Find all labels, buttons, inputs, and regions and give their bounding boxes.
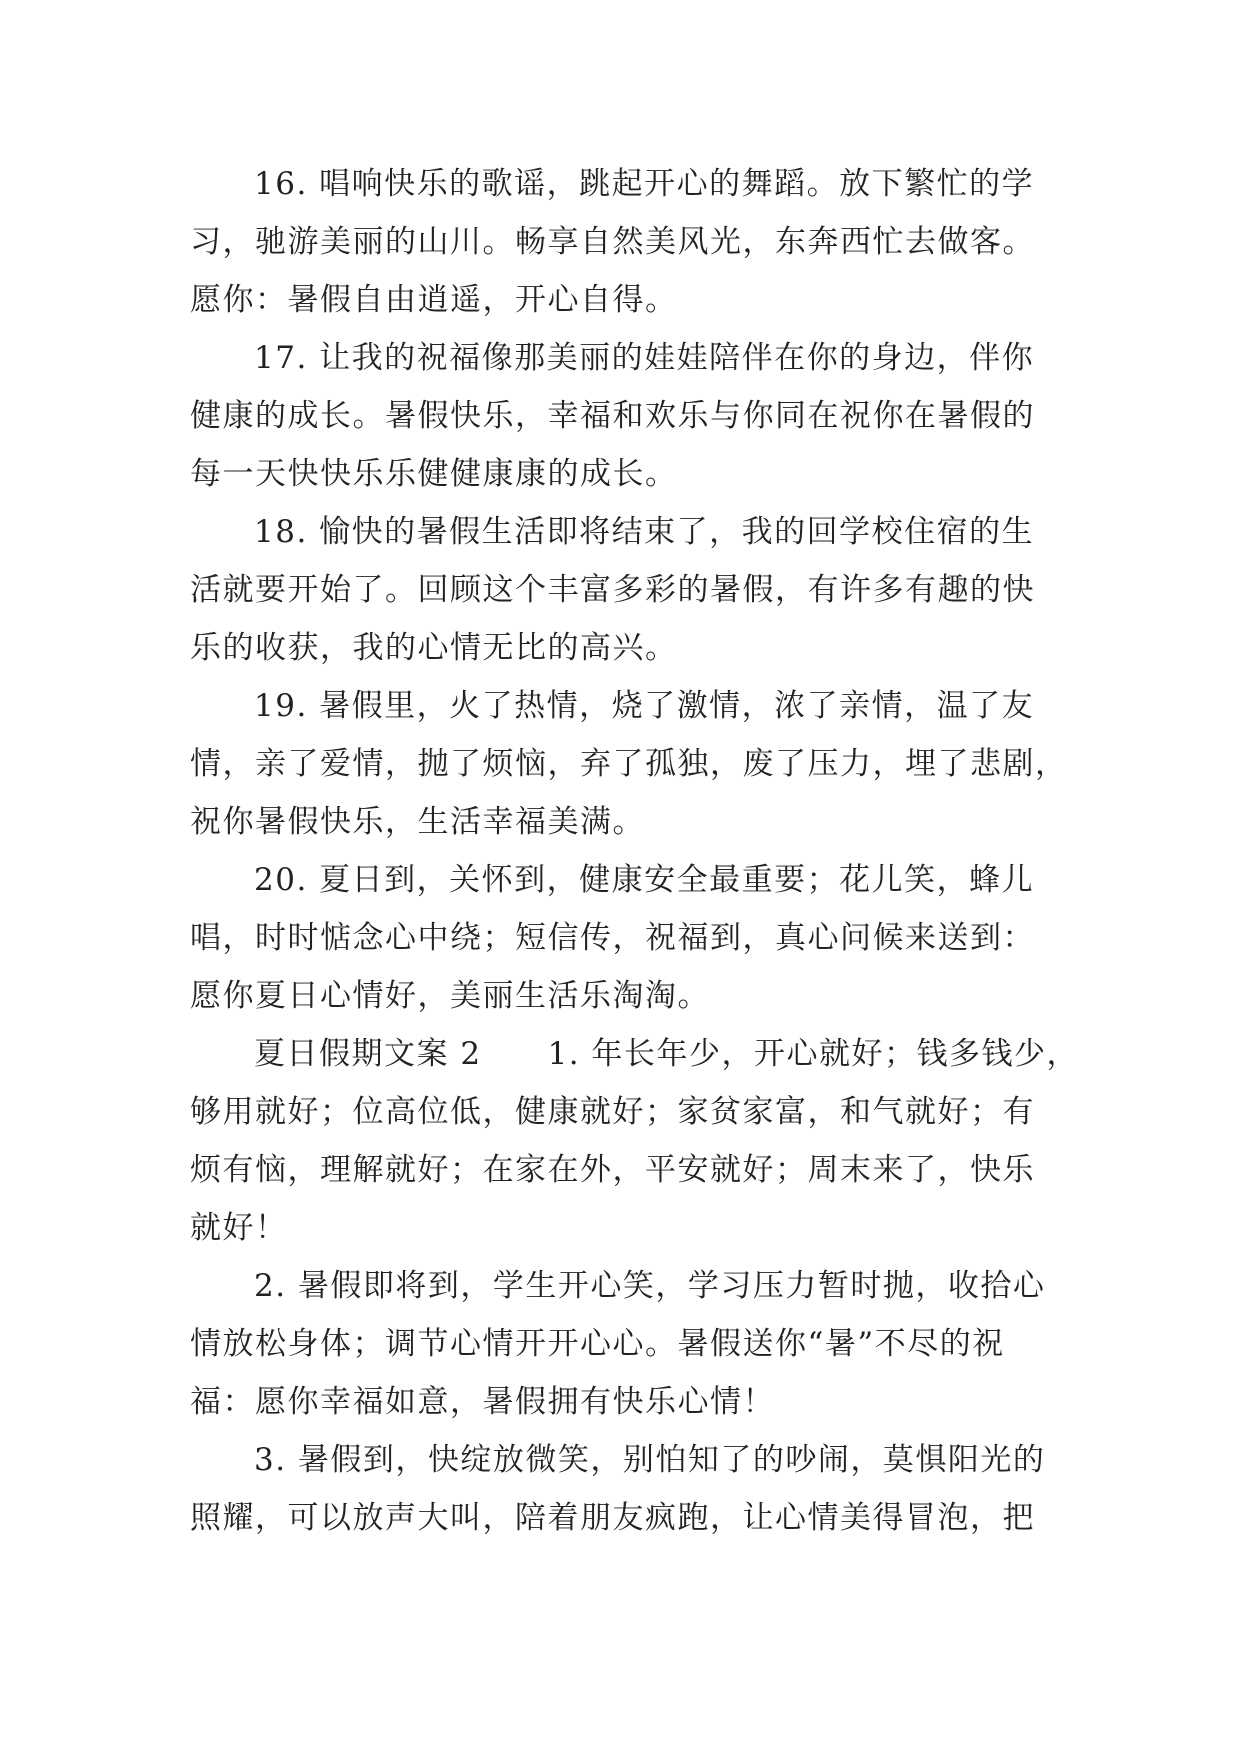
section-item-1-line-4: 就好！ <box>190 1210 288 1246</box>
paragraph-19-line-1: 19. 暑假里，火了热情，烧了激情，浓了亲情，温了友 <box>254 688 1035 724</box>
paragraph-20-line-1: 20. 夏日到，关怀到，健康安全最重要；花儿笑，蜂儿 <box>254 862 1035 898</box>
section-item-1-line-2: 够用就好；位高位低，健康就好；家贫家富，和气就好；有 <box>190 1094 1035 1130</box>
document-body <box>190 155 1080 1547</box>
paragraph-19-line-2: 情，亲了爱情，抛了烦恼，弃了孤独，废了压力，埋了悲剧， <box>190 746 1068 782</box>
paragraph-16-line-1: 16. 唱响快乐的歌谣，跳起开心的舞蹈。放下繁忙的学 <box>254 166 1035 202</box>
paragraph-19-line-3: 祝你暑假快乐，生活幸福美满。 <box>190 804 645 840</box>
paragraph-17-line-1: 17. 让我的祝福像那美丽的娃娃陪伴在你的身边，伴你 <box>254 340 1035 376</box>
paragraph-20-line-3: 愿你夏日心情好，美丽生活乐淘淘。 <box>190 978 710 1014</box>
paragraph-18-line-2: 活就要开始了。回顾这个丰富多彩的暑假，有许多有趣的快 <box>190 572 1035 608</box>
paragraph-17-line-3: 每一天快快乐乐健健康康的成长。 <box>190 456 678 492</box>
section-item-2-line-2: 情放松身体；调节心情开开心心。暑假送你“暑”不尽的祝 <box>190 1326 1005 1362</box>
section-item-2-line-1: 2. 暑假即将到，学生开心笑，学习压力暂时抛，收拾心 <box>254 1268 1046 1304</box>
section-item-3-line-1: 3. 暑假到，快绽放微笑，别怕知了的吵闹，莫惧阳光的 <box>254 1442 1046 1478</box>
paragraph-18-line-3: 乐的收获，我的心情无比的高兴。 <box>190 630 678 666</box>
section-item-1-line-3: 烦有恼，理解就好；在家在外，平安就好；周末来了，快乐 <box>190 1152 1035 1188</box>
paragraph-16-line-3: 愿你：暑假自由逍遥，开心自得。 <box>190 282 678 318</box>
paragraph-18-line-1: 18. 愉快的暑假生活即将结束了，我的回学校住宿的生 <box>254 514 1035 550</box>
paragraph-17-line-2: 健康的成长。暑假快乐，幸福和欢乐与你同在祝你在暑假的 <box>190 398 1035 434</box>
section-item-2-line-3: 福：愿你幸福如意，暑假拥有快乐心情！ <box>190 1384 775 1420</box>
section-heading-line <box>190 1025 1080 1083</box>
section-item-1-line-1: 1. 年长年少，开心就好；钱多钱少， <box>547 1036 1080 1072</box>
paragraph-20-line-2: 唱，时时惦念心中绕；短信传，祝福到，真心问候来送到： <box>190 920 1035 956</box>
section-item-3-line-2: 照耀，可以放声大叫，陪着朋友疯跑，让心情美得冒泡，把 <box>190 1500 1035 1536</box>
section-heading: 夏日假期文案 2 <box>254 1036 482 1072</box>
paragraph-16-line-2: 习，驰游美丽的山川。畅享自然美风光，东奔西忙去做客。 <box>190 224 1035 260</box>
